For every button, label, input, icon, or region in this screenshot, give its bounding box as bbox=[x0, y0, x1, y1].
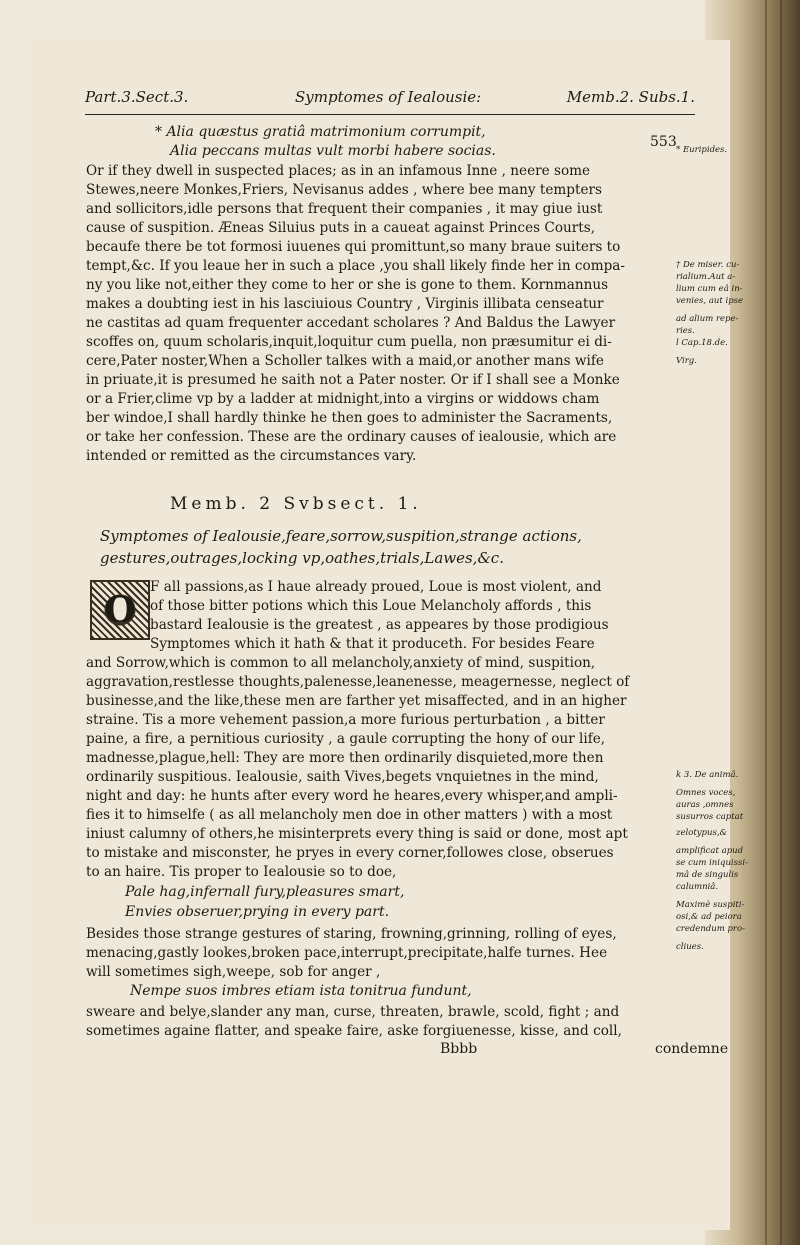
text-line: cere,Pater noster,When a Scholler talkes with a maid,or another mans wife bbox=[86, 353, 604, 369]
margin-note: venies, aut ipse bbox=[676, 296, 744, 306]
header-rule bbox=[85, 114, 695, 115]
text-line: ber windoe,I shall hardly thinke he then goes to administer the Sacraments, bbox=[86, 410, 613, 426]
margin-note: amplificat apud bbox=[676, 846, 744, 856]
text-line: of those bitter potions which this Loue Melancholy affords , this bbox=[150, 598, 592, 614]
verse-line: Alia peccans multas vult morbi habere socias. bbox=[170, 143, 496, 159]
text-line: menacing,gastly lookes,broken pace,interrupt,precipitate,halfe turnes. Hee bbox=[86, 945, 608, 961]
text-line: sweare and belye,slander any man, curse, threaten, brawle, scold, fight ; and bbox=[86, 1004, 620, 1020]
text-line: and sollicitors,idle persons that frequent their companies , it may giue iust bbox=[86, 201, 603, 217]
text-line: bastard Iealousie is the greatest , as appeares by those prodigious bbox=[150, 617, 609, 633]
header-part: Part.3.Sect.3. bbox=[85, 88, 189, 106]
text-line: in priuate,it is presumed he saith not a Pater noster. Or if I shall see a Monke bbox=[86, 372, 620, 388]
section-heading: Memb. 2 Svbsect. 1. bbox=[170, 494, 422, 514]
margin-note: cliues. bbox=[676, 942, 704, 952]
text-line: madnesse,plague,hell: They are more then ordinarily disquieted,more then bbox=[86, 750, 604, 766]
text-line: makes a doubting iest in his lasciuious Country , Virginis illibata censeatur bbox=[86, 296, 604, 312]
text-line: or a Frier,clime vp by a ladder at midnight,into a virgins or widdows cham bbox=[86, 391, 600, 407]
text-line: Symptomes which it hath & that it produceth. For besides Feare bbox=[150, 636, 595, 652]
text-line: fies it to himselfe ( as all melancholy men doe in other matters ) with a most bbox=[86, 807, 613, 823]
margin-note: † De miser. cu- bbox=[676, 260, 740, 270]
text-line: F all passions,as I haue already proued, Loue is most violent, and bbox=[150, 579, 602, 595]
margin-note: k 3. De animâ. bbox=[676, 770, 739, 780]
margin-note: credendum pro- bbox=[676, 924, 745, 934]
header-title: Symptomes of Iealousie: bbox=[295, 88, 482, 106]
margin-note: auras ,omnes bbox=[676, 800, 734, 810]
text-line: straine. Tis a more vehement passion,a more furious perturbation , a bitter bbox=[86, 712, 605, 728]
initial-letter: O bbox=[104, 589, 136, 631]
signature-mark: Bbbb bbox=[440, 1041, 478, 1057]
text-line: paine, a fire, a pernitious curiosity , a gaule corrupting the hony of our life, bbox=[86, 731, 606, 747]
margin-note: * Euripides. bbox=[676, 145, 728, 155]
gutter-stripe bbox=[780, 0, 782, 1245]
margin-note: lium cum eâ in- bbox=[676, 284, 743, 294]
text-line: ne castitas ad quam frequenter accedant scholares ? And Baldus the Lawyer bbox=[86, 315, 616, 331]
gutter-stripe bbox=[765, 0, 767, 1245]
verse-line: Nempe suos imbres etiam ista tonitrua fundunt, bbox=[130, 983, 472, 999]
margin-note: ries. bbox=[676, 326, 695, 336]
section-subtitle: Symptomes of Iealousie,feare,sorrow,suspition,strange actions, bbox=[100, 527, 582, 545]
text-line: Or if they dwell in suspected places; as in an infamous Inne , neere some bbox=[86, 163, 591, 179]
text-line: aggravation,restlesse thoughts,palenesse,leanenesse, meagernesse, neglect of bbox=[86, 674, 630, 690]
margin-note: zelotypus,& bbox=[676, 828, 728, 838]
text-line: Besides those strange gestures of staring, frowning,grinning, rolling of eyes, bbox=[86, 926, 617, 942]
text-line: ny you like not,either they come to her or she is gone to them. Kornmannus bbox=[86, 277, 609, 293]
margin-note: rialium.Aut a- bbox=[676, 272, 736, 282]
text-line: night and day: he hunts after every word he heares,every whisper,and ampli- bbox=[86, 788, 618, 804]
section-subtitle: gestures,outrages,locking vp,oathes,trials,Lawes,&c. bbox=[100, 549, 504, 567]
header-member: Memb.2. Subs.1. bbox=[566, 88, 695, 106]
text-line: becaufe there be tot formosi iuuenes qui promittunt,so many braue suiters to bbox=[86, 239, 621, 255]
margin-note: ad alium repe- bbox=[676, 314, 739, 324]
margin-note: Maximè suspiti- bbox=[676, 900, 745, 910]
text-line: intended or remitted as the circumstances vary. bbox=[86, 448, 417, 464]
verse-line: Envies obseruer,prying in every part. bbox=[125, 904, 390, 920]
text-line: cause of suspition. Æneas Siluius puts in a caueat against Princes Courts, bbox=[86, 220, 596, 236]
text-line: Stewes,neere Monkes,Friers, Nevisanus addes , where bee many tempters bbox=[86, 182, 602, 198]
margin-note: susurros captat bbox=[676, 812, 744, 822]
text-line: businesse,and the like,these men are farther yet misaffected, and in an higher bbox=[86, 693, 627, 709]
text-line: to an haire. Tis proper to Iealousie so to doe, bbox=[86, 864, 397, 880]
running-header bbox=[85, 88, 695, 112]
text-line: and Sorrow,which is common to all melancholy,anxiety of mind, suspition, bbox=[86, 655, 596, 671]
text-line: iniust calumny of others,he misinterprets every thing is said or done, most apt bbox=[86, 826, 628, 842]
catchword: condemne bbox=[655, 1041, 729, 1057]
text-line: to mistake and misconster, he pryes in every corner,followes close, obserues bbox=[86, 845, 614, 861]
margin-note: calumniâ. bbox=[676, 882, 719, 892]
text-line: scoffes on, quum scholaris,inquit,loquitur cum puella, non præsumitur ei di- bbox=[86, 334, 612, 350]
margin-note: osi,& ad peiora bbox=[676, 912, 742, 922]
text-line: or take her confession. These are the ordinary causes of iealousie, which are bbox=[86, 429, 617, 445]
margin-note: l Cap.18.de. bbox=[676, 338, 728, 348]
text-line: ordinarily suspitious. Iealousie, saith Vives,begets vnquietnes in the mind, bbox=[86, 769, 599, 785]
verse-line: * Alia quæstus gratiâ matrimonium corrumpit, bbox=[155, 124, 486, 140]
margin-note: Omnes voces, bbox=[676, 788, 736, 798]
verse-line: Pale hag,infernall fury,pleasures smart, bbox=[125, 884, 405, 900]
text-line: tempt,&c. If you leaue her in such a place ,you shall likely finde her in compa- bbox=[86, 258, 625, 274]
text-line: will sometimes sigh,weepe, sob for anger , bbox=[86, 964, 381, 980]
page-number: 553 bbox=[650, 134, 677, 150]
margin-note: mâ de singulis bbox=[676, 870, 739, 880]
margin-note: se cum iniquissi- bbox=[676, 858, 748, 868]
margin-note: Virg. bbox=[676, 356, 697, 366]
decorated-initial bbox=[90, 580, 150, 640]
text-line: sometimes againe flatter, and speake faire, aske forgiuenesse, kisse, and coll, bbox=[86, 1023, 622, 1039]
